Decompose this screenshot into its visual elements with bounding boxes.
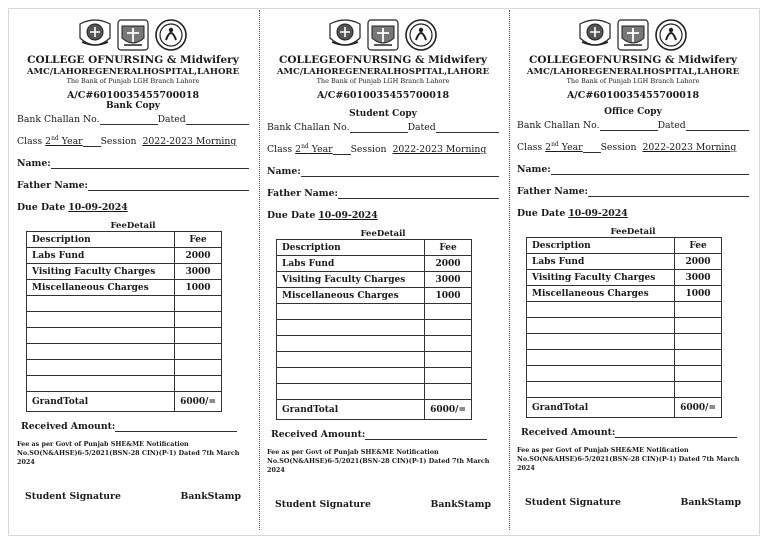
challan-no-label: Bank Challan No. (517, 120, 600, 132)
received-amount-row (267, 426, 499, 440)
challan-no-label: Bank Challan No. (17, 114, 100, 126)
fee-amount-cell: 1000 (675, 286, 722, 302)
session-label: Session (600, 142, 637, 154)
dated-field[interactable] (436, 122, 499, 133)
fee-amount-cell (175, 328, 222, 344)
father-name-field[interactable] (338, 188, 499, 199)
fee-amount-cell (175, 344, 222, 360)
challan-no-label: Bank Challan No. (267, 122, 350, 134)
empty-row (277, 368, 472, 384)
session-value: 2022-2023 Morning (392, 144, 487, 156)
logo-row (17, 18, 249, 52)
fee-description-cell (27, 344, 175, 360)
fee-description-cell (527, 318, 675, 334)
fee-amount-cell: 6000/= (175, 392, 222, 412)
session-value: 2022-2023 Morning (642, 142, 737, 154)
empty-row (277, 320, 472, 336)
fee-description-cell (277, 368, 425, 384)
hospital-crest-icon (116, 18, 150, 52)
fee-table (276, 239, 472, 420)
college-name: COLLEGEOFNURSING & Midwifery (529, 54, 737, 66)
class-word: Year (558, 142, 583, 154)
fee-description-cell (527, 382, 675, 398)
class-suffix: nd (51, 135, 59, 142)
class-value (295, 143, 332, 155)
fee-description-cell (27, 328, 175, 344)
challan-no-field[interactable] (600, 120, 658, 131)
father-name-label: Father Name: (17, 180, 88, 192)
empty-row (527, 318, 722, 334)
college-name: COLLEGEOFNURSING & Midwifery (279, 54, 487, 66)
fee-description-cell: Description (27, 232, 175, 248)
name-field[interactable] (551, 164, 749, 175)
received-amount-label: Received Amount: (271, 429, 366, 441)
fee-detail-heading: FeeDetail (610, 227, 656, 238)
due-date-label: Due Date (267, 210, 316, 222)
father-name-label: Father Name: (267, 188, 338, 200)
fee-amount-cell: 3000 (175, 264, 222, 280)
hospital-name: AMC/LAHOREGENERALHOSPITAL,LAHORE (26, 66, 240, 77)
fee-amount-cell (425, 352, 472, 368)
class-row (267, 141, 499, 155)
dated-label: Dated (657, 120, 686, 132)
name-field[interactable] (301, 166, 499, 177)
fee-description-cell: Labs Fund (527, 254, 675, 270)
received-amount-row (17, 418, 249, 432)
class-num: 2 (545, 142, 552, 154)
account-number: A/C#6010035455700018 (66, 89, 200, 101)
fee-amount-cell (675, 302, 722, 318)
fee-amount-cell: Fee (675, 238, 722, 254)
fee-detail-heading: FeeDetail (110, 221, 156, 232)
empty-row (27, 376, 222, 392)
fee-amount-cell: 3000 (425, 272, 472, 288)
fee-amount-cell (675, 366, 722, 382)
received-amount-label: Received Amount: (521, 427, 616, 439)
fee-description-cell (527, 334, 675, 350)
fee-amount-cell (425, 336, 472, 352)
fee-description-cell (277, 336, 425, 352)
challan-no-field[interactable] (100, 114, 158, 125)
due-date-label: Due Date (17, 202, 66, 214)
fee-table-header (527, 238, 722, 254)
college-name: COLLEGE OFNURSING & Midwifery (27, 54, 239, 66)
table-row (27, 264, 222, 280)
class-row (517, 139, 749, 153)
fee-amount-cell (175, 376, 222, 392)
empty-row (27, 360, 222, 376)
fee-amount-cell (175, 360, 222, 376)
fee-description-cell (27, 376, 175, 392)
fee-description-cell (277, 304, 425, 320)
name-label: Name: (267, 166, 301, 178)
fee-description-cell: GrandTotal (277, 400, 425, 420)
empty-row (277, 384, 472, 400)
class-label: Class (267, 144, 293, 156)
student-signature-label: Student Signature (275, 499, 371, 510)
student-signature-label: Student Signature (25, 491, 121, 502)
hospital-name: AMC/LAHOREGENERALHOSPITAL,LAHORE (276, 66, 490, 77)
name-row (17, 155, 249, 169)
hospital-crest-icon (366, 18, 400, 52)
empty-row (277, 304, 472, 320)
name-row (267, 163, 499, 177)
father-name-row (267, 185, 499, 199)
fee-amount-cell (675, 350, 722, 366)
signature-row (267, 499, 499, 510)
grand-total-row (277, 400, 472, 420)
fee-table-header (27, 232, 222, 248)
table-row (527, 254, 722, 270)
session-label: Session (100, 136, 137, 148)
empty-row (27, 344, 222, 360)
class-num: 2 (295, 144, 302, 156)
notification-note: Fee as per Govt of Punjab SHE&ME Notification No.SO(N&AHSE)6-5/2021(BSN-28 CIN)(P-1) Dated 7th March 2024 (267, 448, 490, 475)
received-amount-row (517, 424, 749, 438)
empty-row (527, 302, 722, 318)
logo-row (267, 18, 499, 52)
dated-label: Dated (407, 122, 436, 134)
fee-description-cell (27, 296, 175, 312)
fee-description-cell: Miscellaneous Charges (27, 280, 175, 296)
table-row (277, 272, 472, 288)
dated-label: Dated (157, 114, 186, 126)
challan-copy-1 (17, 18, 249, 502)
session-label: Session (350, 144, 387, 156)
hospital-name: AMC/LAHOREGENERALHOSPITAL,LAHORE (526, 66, 740, 77)
challan-copy-2 (267, 18, 499, 510)
due-date-label: Due Date (517, 208, 566, 220)
father-name-label: Father Name: (517, 186, 588, 198)
bank-branch: The Bank of Punjab LGH Branch Lahore (566, 76, 700, 85)
copy-type: Bank Copy (105, 101, 161, 112)
signature-row (17, 491, 249, 502)
empty-row (27, 328, 222, 344)
empty-row (527, 350, 722, 366)
challan-copy-3 (517, 18, 749, 508)
student-signature-label: Student Signature (525, 497, 621, 508)
bank-branch: The Bank of Punjab LGH Branch Lahore (66, 76, 200, 85)
fee-amount-cell: 2000 (675, 254, 722, 270)
empty-row (27, 296, 222, 312)
copy-divider-2 (509, 10, 510, 530)
name-field[interactable] (51, 158, 249, 169)
fee-detail-heading: FeeDetail (360, 229, 406, 240)
fee-amount-cell (675, 382, 722, 398)
fee-description-cell: Labs Fund (277, 256, 425, 272)
fee-amount-cell (425, 320, 472, 336)
class-value (45, 135, 82, 147)
copy-type: Student Copy (349, 109, 417, 120)
due-date-row (267, 207, 499, 221)
dated-field[interactable] (686, 120, 749, 131)
fee-amount-cell (425, 304, 472, 320)
class-num: 2 (45, 136, 52, 148)
fee-amount-cell: 2000 (175, 248, 222, 264)
fee-amount-cell: 6000/= (675, 398, 722, 418)
table-row (27, 248, 222, 264)
session-value: 2022-2023 Morning (142, 136, 237, 148)
fee-description-cell: GrandTotal (27, 392, 175, 412)
fee-amount-cell (675, 318, 722, 334)
name-label: Name: (517, 164, 551, 176)
notification-note: Fee as per Govt of Punjab SHE&ME Notification No.SO(N&AHSE)6-5/2021(BSN-28 CIN)(P-1) Dated 7th March 2024 (17, 440, 240, 467)
college-crest-icon (328, 18, 362, 52)
fee-table (26, 231, 222, 412)
empty-row (277, 352, 472, 368)
fee-description-cell (527, 350, 675, 366)
fee-description-cell (277, 384, 425, 400)
class-label: Class (17, 136, 43, 148)
fee-amount-cell (175, 296, 222, 312)
empty-row (527, 382, 722, 398)
fee-amount-cell: 2000 (425, 256, 472, 272)
logo-row (517, 18, 749, 52)
university-crest-icon (154, 18, 188, 52)
notification-note: Fee as per Govt of Punjab SHE&ME Notification No.SO(N&AHSE)6-5/2021(BSN-28 CIN)(P-1) Dated 7th March 2024 (517, 446, 740, 473)
class-word: Year (308, 144, 333, 156)
name-label: Name: (17, 158, 51, 170)
fee-description-cell (527, 302, 675, 318)
father-name-row (517, 183, 749, 197)
grand-total-row (527, 398, 722, 418)
due-date-value: 10-09-2024 (68, 202, 128, 214)
fee-table (526, 237, 722, 418)
fee-amount-cell: 6000/= (425, 400, 472, 420)
fee-amount-cell: Fee (425, 240, 472, 256)
fee-amount-cell (425, 368, 472, 384)
signature-row (517, 497, 749, 508)
fee-description-cell: Description (527, 238, 675, 254)
fee-description-cell (277, 320, 425, 336)
fee-description-cell: Miscellaneous Charges (277, 288, 425, 304)
challan-no-field[interactable] (350, 122, 408, 133)
challan-row (17, 111, 249, 125)
class-row (17, 133, 249, 147)
fee-description-cell (27, 312, 175, 328)
bank-stamp-label: BankStamp (430, 499, 491, 510)
received-amount-field[interactable] (115, 421, 237, 432)
challan-row (517, 117, 749, 131)
fee-amount-cell: 1000 (175, 280, 222, 296)
fee-description-cell: Visiting Faculty Charges (27, 264, 175, 280)
table-row (527, 286, 722, 302)
received-amount-field[interactable] (615, 427, 737, 438)
fee-description-cell (277, 352, 425, 368)
fee-amount-cell (175, 312, 222, 328)
table-row (277, 288, 472, 304)
fee-description-cell: GrandTotal (527, 398, 675, 418)
class-value (545, 141, 582, 153)
empty-row (527, 334, 722, 350)
father-name-row (17, 177, 249, 191)
due-date-value: 10-09-2024 (568, 208, 628, 220)
empty-row (27, 312, 222, 328)
class-suffix: nd (301, 143, 309, 150)
class-suffix: nd (551, 141, 559, 148)
due-date-row (17, 199, 249, 213)
college-crest-icon (78, 18, 112, 52)
copy-divider-1 (259, 10, 260, 530)
fee-description-cell: Visiting Faculty Charges (277, 272, 425, 288)
fee-amount-cell (425, 384, 472, 400)
class-label: Class (517, 142, 543, 154)
grand-total-row (27, 392, 222, 412)
account-number: A/C#6010035455700018 (316, 89, 450, 101)
name-row (517, 161, 749, 175)
fee-description-cell (27, 360, 175, 376)
bank-stamp-label: BankStamp (180, 491, 241, 502)
table-row (27, 280, 222, 296)
hospital-crest-icon (616, 18, 650, 52)
fee-amount-cell: Fee (175, 232, 222, 248)
received-amount-field[interactable] (365, 429, 487, 440)
table-row (277, 256, 472, 272)
due-date-row (517, 205, 749, 219)
university-crest-icon (654, 18, 688, 52)
account-number: A/C#6010035455700018 (566, 89, 700, 101)
fee-amount-cell (675, 334, 722, 350)
challan-row (267, 119, 499, 133)
empty-row (277, 336, 472, 352)
received-amount-label: Received Amount: (21, 421, 116, 433)
empty-row (527, 366, 722, 382)
fee-amount-cell: 3000 (675, 270, 722, 286)
fee-table-header (277, 240, 472, 256)
bank-branch: The Bank of Punjab LGH Branch Lahore (316, 76, 450, 85)
fee-description-cell: Description (277, 240, 425, 256)
fee-amount-cell: 1000 (425, 288, 472, 304)
class-word: Year (58, 136, 83, 148)
table-row (527, 270, 722, 286)
fee-description-cell: Miscellaneous Charges (527, 286, 675, 302)
bank-stamp-label: BankStamp (680, 497, 741, 508)
dated-field[interactable] (186, 114, 249, 125)
fee-description-cell: Visiting Faculty Charges (527, 270, 675, 286)
father-name-field[interactable] (88, 180, 249, 191)
fee-description-cell: Labs Fund (27, 248, 175, 264)
fee-description-cell (527, 366, 675, 382)
copy-type: Office Copy (604, 107, 662, 118)
university-crest-icon (404, 18, 438, 52)
college-crest-icon (578, 18, 612, 52)
due-date-value: 10-09-2024 (318, 210, 378, 222)
father-name-field[interactable] (588, 186, 749, 197)
